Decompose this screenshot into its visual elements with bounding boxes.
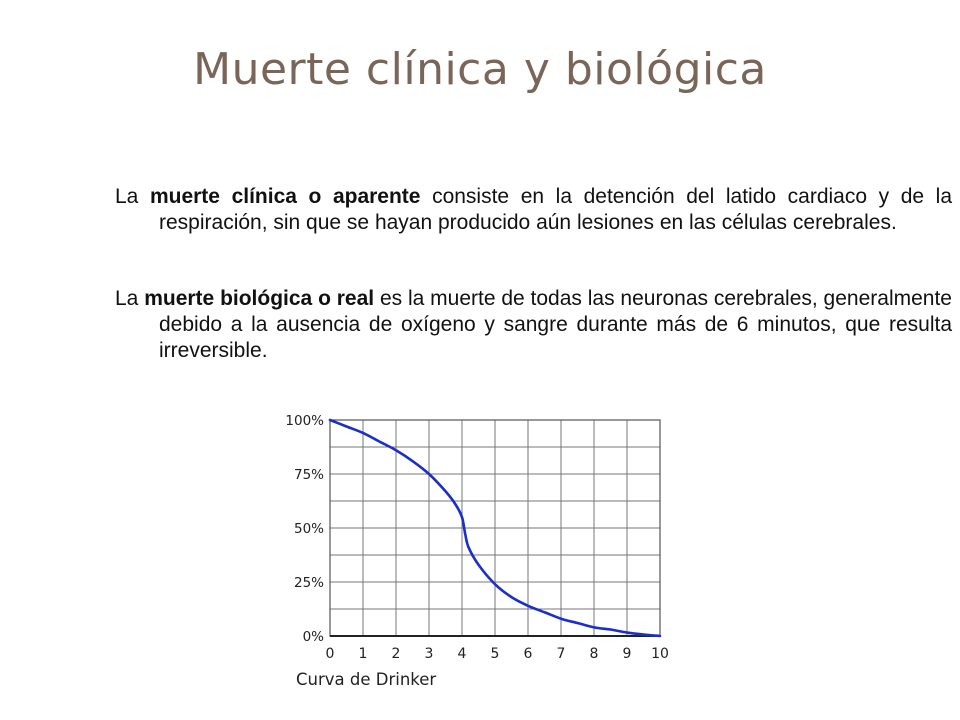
y-tick-label: 100% — [285, 413, 324, 429]
x-tick-label: 8 — [589, 646, 599, 662]
drinker-curve-chart — [270, 400, 680, 665]
x-tick-label: 5 — [490, 646, 500, 662]
y-tick-label: 25% — [293, 575, 324, 591]
paragraph-clinical-death — [115, 184, 952, 236]
x-tick-label: 10 — [651, 646, 669, 662]
term-clinical-death: muerte clínica o aparente — [149, 185, 421, 208]
chart-caption: Curva de Drinker — [296, 670, 437, 689]
paragraph-text: es la muerte de todas las neuronas cerebrales, generalmente debido a la ausencia de oxígeno y sangre durante más de 6 minutos, que resulta irreversible. — [159, 287, 952, 362]
paragraph-prefix: La — [115, 287, 145, 310]
y-tick-label: 50% — [293, 521, 324, 537]
x-tick-label: 2 — [391, 646, 401, 662]
x-tick-label: 0 — [325, 646, 335, 662]
y-tick-label: 75% — [293, 467, 324, 483]
paragraph-biological-death — [115, 286, 952, 364]
slide-title: Muerte clínica y biológica — [193, 44, 767, 95]
x-tick-label: 1 — [358, 646, 368, 662]
x-tick-label: 3 — [424, 646, 434, 662]
paragraph-prefix: La — [115, 185, 150, 208]
y-tick-label: 0% — [302, 629, 324, 645]
term-biological-death: muerte biológica o real — [144, 287, 375, 310]
x-tick-label: 6 — [523, 646, 533, 662]
paragraph-text: consiste en la detención del latido cardiaco y de la respiración, sin que se hayan producido aún lesiones en las células cerebrales. — [159, 185, 952, 234]
x-tick-label: 9 — [622, 646, 632, 662]
x-tick-label: 7 — [556, 646, 566, 662]
x-tick-label: 4 — [457, 646, 467, 662]
